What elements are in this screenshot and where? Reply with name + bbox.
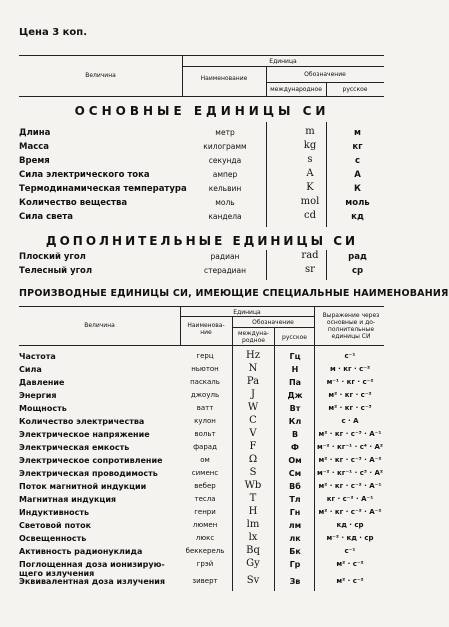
intl-cell: J bbox=[250, 389, 255, 400]
expr-cell: м² · кг · с⁻² bbox=[328, 391, 372, 399]
expr-cell: м² · кг · с⁻² · А⁻² bbox=[318, 508, 382, 516]
header-russian: русское bbox=[282, 334, 307, 341]
header-designation: Обозначение bbox=[304, 71, 346, 78]
intl-cell: kg bbox=[303, 140, 317, 151]
header-quantity: Величина bbox=[85, 72, 116, 79]
name-cell: сименс bbox=[191, 469, 219, 477]
expr-cell: м⁻¹ · кг · с⁻² bbox=[326, 378, 374, 386]
intl-cell: lx bbox=[248, 532, 258, 543]
intl-cell: cd bbox=[303, 210, 316, 221]
expr-cell: м · кг · с⁻² bbox=[329, 365, 371, 373]
name-cell: зиверт bbox=[192, 577, 218, 585]
table-row bbox=[0, 266, 404, 282]
intl-cell: Hz bbox=[246, 350, 260, 361]
quantity-cell: Активность радионуклида bbox=[19, 547, 143, 556]
header-unit: Единица bbox=[233, 309, 261, 316]
rus-cell: Па bbox=[288, 378, 302, 387]
name-cell: грэй bbox=[196, 560, 214, 568]
intl-cell: V bbox=[249, 428, 257, 439]
intl-cell: Pa bbox=[246, 376, 260, 387]
intl-cell: A bbox=[306, 168, 314, 179]
quantity-cell: Электрическая проводимость bbox=[19, 469, 158, 478]
expr-cell: с · А bbox=[341, 417, 359, 425]
rus-cell: кг bbox=[352, 142, 363, 152]
name-cell: кулон bbox=[194, 417, 216, 425]
expr-cell: м² · кг · с⁻² · А⁻¹ bbox=[318, 482, 382, 490]
expr-cell: м⁻² · кд · ср bbox=[326, 534, 374, 542]
expr-cell: с⁻¹ bbox=[344, 352, 356, 360]
header-russian: русское bbox=[342, 86, 368, 93]
expr-cell: м² · с⁻² bbox=[336, 560, 364, 568]
quantity-cell: Электрическое сопротивление bbox=[19, 456, 163, 465]
expr-cell: м⁻² · кг⁻¹ · с³ · А² bbox=[317, 469, 383, 477]
rus-cell: м bbox=[354, 128, 361, 138]
intl-cell: W bbox=[247, 402, 259, 413]
expr-cell: м² · с⁻² bbox=[336, 577, 364, 585]
name-cell: ватт bbox=[196, 404, 214, 412]
rus-cell: К bbox=[354, 184, 361, 194]
name-cell: кандела bbox=[208, 212, 242, 221]
quantity-cell: Термодинамическая температура bbox=[19, 184, 187, 194]
section-title-base: ОСНОВНЫЕ ЕДИНИЦЫ СИ bbox=[74, 104, 330, 118]
rus-cell: Кл bbox=[288, 417, 302, 426]
quantity-cell: Сила bbox=[19, 365, 42, 374]
name-cell: фарад bbox=[193, 443, 217, 451]
name-cell: метр bbox=[215, 128, 235, 137]
name-cell: секунда bbox=[208, 156, 242, 165]
intl-cell: S bbox=[249, 467, 257, 478]
table-row bbox=[0, 212, 404, 228]
intl-cell: T bbox=[249, 493, 257, 504]
quantity-cell: Масса bbox=[19, 142, 50, 152]
intl-cell: mol bbox=[300, 196, 320, 207]
intl-cell: F bbox=[249, 441, 257, 452]
name-cell: люмен bbox=[192, 521, 218, 529]
name-cell: беккерель bbox=[185, 547, 225, 555]
header-expression: Выражение через основные и до-полнительные единицы СИ bbox=[322, 312, 380, 340]
expr-cell: кг · с⁻² · А⁻¹ bbox=[326, 495, 374, 503]
expr-cell: м² · кг · с⁻³ · А⁻¹ bbox=[318, 430, 382, 438]
rus-cell: См bbox=[288, 469, 302, 478]
intl-cell: Ω bbox=[248, 454, 258, 465]
price-label: Цена 3 коп. bbox=[19, 27, 88, 38]
header-unit: Единица bbox=[269, 58, 297, 65]
rus-cell: Вт bbox=[289, 404, 301, 413]
rus-cell: Гц bbox=[289, 352, 301, 361]
expr-cell: м² · кг · с⁻³ · А⁻² bbox=[318, 456, 382, 464]
name-cell: моль bbox=[215, 198, 235, 207]
quantity-cell: Сила света bbox=[19, 212, 73, 222]
rus-cell: Вб bbox=[289, 482, 301, 491]
rus-cell: Ом bbox=[288, 456, 302, 465]
rus-cell: ср bbox=[351, 266, 364, 276]
intl-cell: Wb bbox=[244, 480, 262, 491]
header-quantity: Величина bbox=[84, 322, 115, 329]
intl-cell: H bbox=[248, 506, 258, 517]
intl-cell: N bbox=[248, 363, 258, 374]
rus-cell: моль bbox=[345, 198, 370, 208]
name-cell: люкс bbox=[195, 534, 215, 542]
rus-cell: Н bbox=[291, 365, 299, 374]
expr-cell: кд · ср bbox=[336, 521, 364, 529]
intl-cell: rad bbox=[301, 250, 319, 261]
intl-cell: m bbox=[305, 126, 315, 137]
rus-cell: с bbox=[354, 156, 361, 166]
rus-cell: В bbox=[291, 430, 299, 439]
rus-cell: Бк bbox=[289, 547, 301, 556]
header-name: Наименование bbox=[200, 75, 248, 82]
intl-cell: Sv bbox=[246, 575, 260, 586]
quantity-cell: Эквивалентная доза излучения bbox=[19, 577, 166, 586]
rus-cell: лк bbox=[289, 534, 301, 543]
quantity-cell: Сила электрического тока bbox=[19, 170, 150, 180]
quantity-cell: Индуктивность bbox=[19, 508, 90, 517]
name-cell: стерадиан bbox=[203, 266, 247, 275]
rus-cell: Дж bbox=[287, 391, 303, 400]
quantity-cell: Время bbox=[19, 156, 50, 166]
section-title-supplementary: ДОПОЛНИТЕЛЬНЫЕ ЕДИНИЦЫ СИ bbox=[45, 234, 359, 248]
rus-cell: рад bbox=[348, 252, 367, 262]
name-cell: вольт bbox=[194, 430, 216, 438]
name-cell: ньютон bbox=[191, 365, 219, 373]
intl-cell: sr bbox=[305, 264, 315, 275]
header-international: международное bbox=[270, 86, 322, 93]
intl-cell: C bbox=[249, 415, 257, 426]
quantity-cell: Длина bbox=[19, 128, 51, 138]
rus-cell: Зв bbox=[289, 577, 301, 586]
header-international: междуна-родное bbox=[237, 330, 270, 344]
name-cell: килограмм bbox=[203, 142, 247, 151]
quantity-cell: Частота bbox=[19, 352, 56, 361]
intl-cell: K bbox=[306, 182, 314, 193]
quantity-cell: Поглощенная доза ионизирую-щего излучения bbox=[19, 560, 165, 578]
rus-cell: Тл bbox=[289, 495, 301, 504]
table-row bbox=[0, 577, 404, 592]
quantity-cell: Освещенность bbox=[19, 534, 87, 543]
quantity-cell: Электрическое напряжение bbox=[19, 430, 150, 439]
section-title-derived: ПРОИЗВОДНЫЕ ЕДИНИЦЫ СИ, ИМЕЮЩИЕ СПЕЦИАЛЬНЫЕ НАИМЕНОВАНИЯ bbox=[19, 288, 449, 299]
name-cell: джоуль bbox=[190, 391, 220, 399]
quantity-cell: Электрическая емкость bbox=[19, 443, 130, 452]
rus-cell: Гр bbox=[289, 560, 301, 569]
rus-cell: кд bbox=[351, 212, 364, 222]
quantity-cell: Давление bbox=[19, 378, 65, 387]
quantity-cell: Световой поток bbox=[19, 521, 92, 530]
rus-cell: Гн bbox=[289, 508, 301, 517]
intl-cell: lm bbox=[246, 519, 260, 530]
quantity-cell: Мощность bbox=[19, 404, 67, 413]
name-cell: радиан bbox=[210, 252, 240, 261]
expr-cell: с⁻¹ bbox=[344, 547, 356, 555]
name-cell: ампер bbox=[212, 170, 238, 179]
expr-cell: м² · кг · с⁻³ bbox=[328, 404, 372, 412]
intl-cell: Bq bbox=[246, 545, 260, 556]
quantity-cell: Магнитная индукция bbox=[19, 495, 117, 504]
expr-cell: м⁻² · кг⁻¹ · с⁴ · А² bbox=[317, 443, 383, 451]
header-name: Наименова-ние bbox=[187, 322, 225, 336]
rus-cell: лм bbox=[288, 521, 302, 530]
quantity-cell: Поток магнитной индукции bbox=[19, 482, 147, 491]
quantity-cell: Плоский угол bbox=[19, 252, 86, 262]
rus-cell: Ф bbox=[291, 443, 299, 452]
quantity-cell: Количество электричества bbox=[19, 417, 145, 426]
name-cell: герц bbox=[196, 352, 214, 360]
name-cell: вебер bbox=[194, 482, 216, 490]
header-designation: Обозначение bbox=[252, 319, 294, 326]
name-cell: ом bbox=[200, 456, 210, 464]
rus-cell: А bbox=[354, 170, 361, 180]
intl-cell: Gy bbox=[246, 558, 260, 569]
name-cell: генри bbox=[194, 508, 216, 516]
intl-cell: s bbox=[307, 154, 313, 165]
name-cell: кельвин bbox=[208, 184, 242, 193]
name-cell: паскаль bbox=[190, 378, 220, 386]
quantity-cell: Телесный угол bbox=[19, 266, 93, 276]
name-cell: тесла bbox=[194, 495, 216, 503]
quantity-cell: Энергия bbox=[19, 391, 57, 400]
quantity-cell: Количество вещества bbox=[19, 198, 128, 208]
